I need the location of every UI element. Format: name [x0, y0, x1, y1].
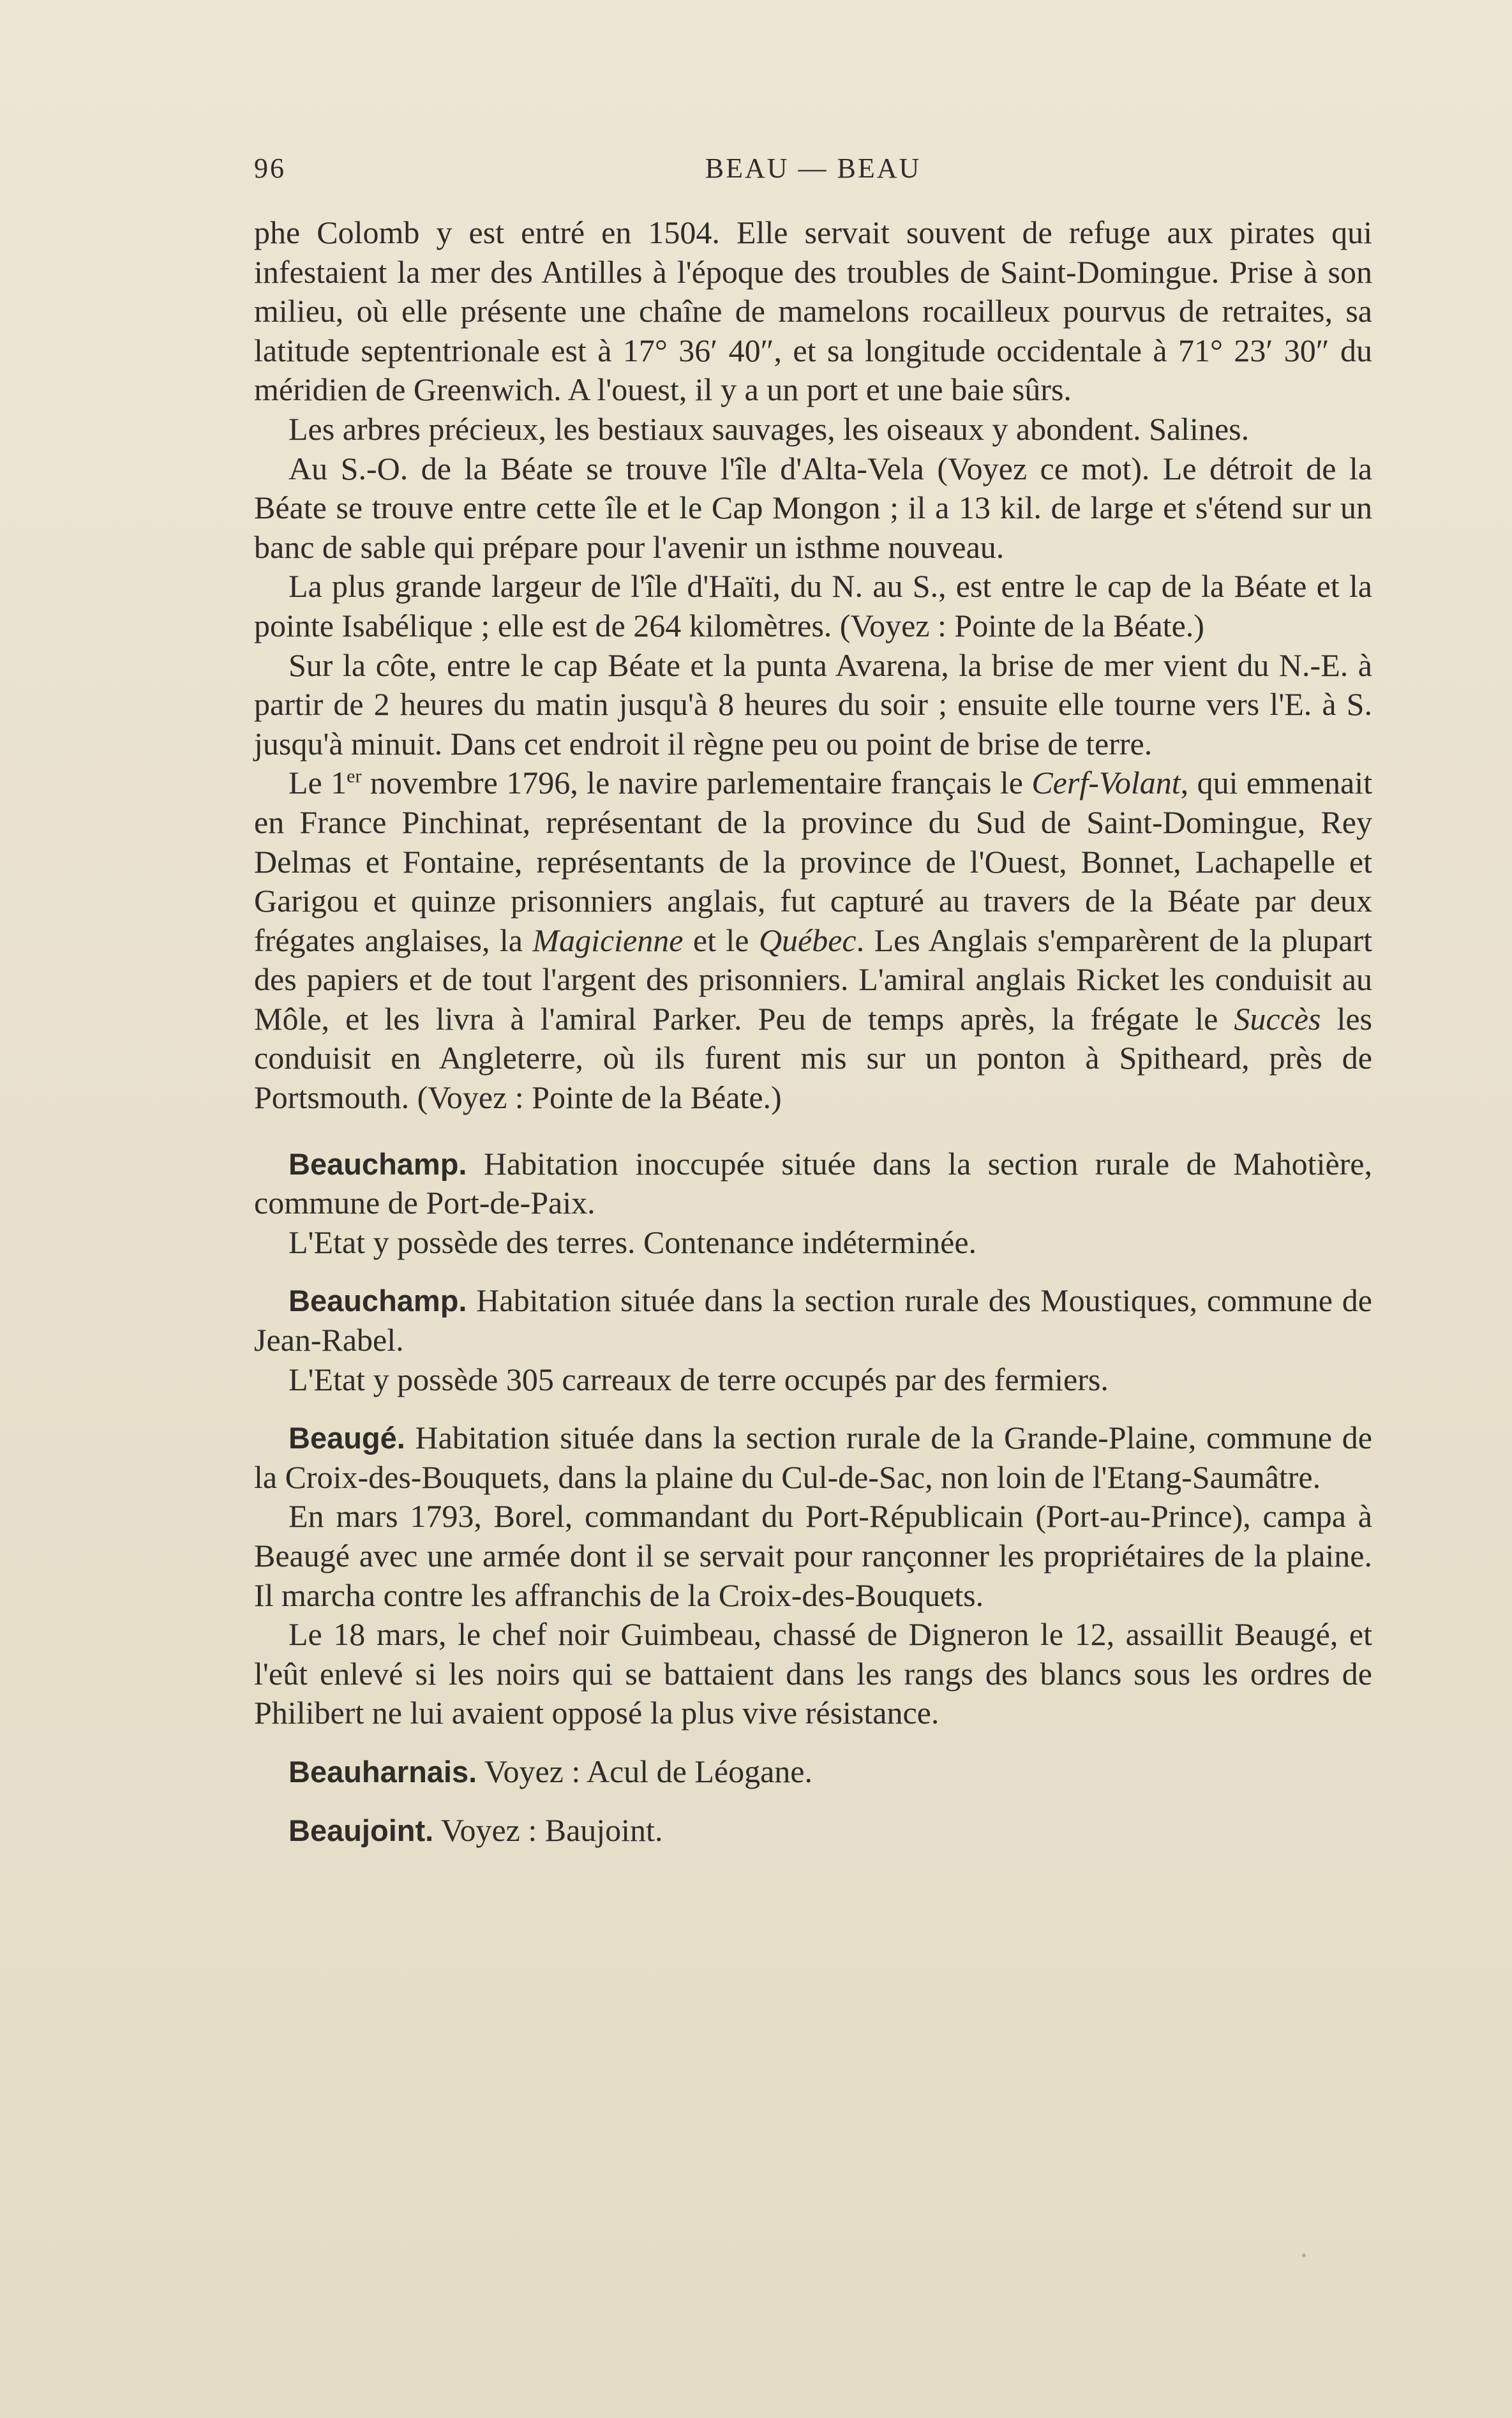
running-header	[254, 152, 1372, 190]
ship-name: Cerf-Volant	[1031, 765, 1181, 801]
paragraph: phe Colomb y est entré en 1504. Elle servait souvent de refuge aux pirates qui infestaient la mer des Antilles à l'époque des troubles de Saint-Domingue. Prise à son milieu, où elle présente une chaîne de mamelons rocailleux pourvus de retraites, sa latitude septentrionale est à 17° 36′ 40″, et sa longitude occidentale à 71° 23′ 30″ du méridien de Greenwich. A l'ouest, il y a un port et une baie sûrs.	[254, 214, 1372, 408]
paragraph: Les arbres précieux, les bestiaux sauvages, les oiseaux y abondent. Salines.	[288, 410, 1250, 447]
superscript: er	[347, 765, 362, 787]
body-text	[254, 213, 1372, 1850]
entry-headword: Beaugé.	[288, 1421, 405, 1455]
cross-reference: Voyez : Acul de Léogane.	[477, 1753, 812, 1789]
entry-headword: Beauchamp.	[288, 1284, 467, 1318]
paragraph	[254, 1752, 1372, 1792]
paragraph: Sur la côte, entre le cap Béate et la punta Avarena, la brise de mer vient du N.-E. à partir de 2 heures du matin jusqu'à 8 heures du soir ; ensuite elle tourne vers l'E. à S. jusqu'à minuit. Dans cet endroit il règne peu ou point de brise de terre.	[254, 647, 1372, 762]
ship-name: Succès	[1234, 1000, 1321, 1037]
entry-beauge	[254, 1418, 1372, 1733]
paragraph: L'Etat y possède des terres. Contenance indéterminée.	[288, 1224, 977, 1260]
entry-headword: Beauchamp.	[288, 1146, 467, 1181]
ship-name: Magicienne	[532, 922, 684, 958]
paragraph: L'Etat y possède 305 carreaux de terre occupés par des fermiers.	[288, 1361, 1109, 1397]
cross-reference: Voyez : Baujoint.	[433, 1812, 663, 1848]
paper-speck	[1302, 2253, 1306, 2257]
entry-beauharnais	[254, 1752, 1372, 1792]
entry-beauchamp-1	[254, 1145, 1372, 1263]
paragraph: Beauchamp. Habitation située dans la section rurale des Moustiques, commune de Jean-Rabel.	[254, 1282, 1372, 1358]
paragraph	[254, 1811, 1372, 1851]
paragraph: En mars 1793, Borel, commandant du Port-Républicain (Port-au-Prince), campa à Beaugé avec une armée dont il se servait pour rançonner les propriétaires de la plaine. Il marcha contre les affranchis de la Croix-des-Bouquets.	[254, 1498, 1372, 1613]
entry-beate-continued	[254, 213, 1372, 1118]
paragraph: Beauchamp. Habitation inoccupée située dans la section rurale de Mahotière, commune de Port-de-Paix.	[254, 1145, 1372, 1221]
paragraph: Beaugé. Habitation située dans la section rurale de la Grande-Plaine, commune de la Croix-des-Bouquets, dans la plaine du Cul-de-Sac, non loin de l'Etang-Saumâtre.	[254, 1420, 1372, 1495]
paragraph: La plus grande largeur de l'île d'Haïti, du N. au S., est entre le cap de la Béate et la pointe Isabélique ; elle est de 264 kilomètres. (Voyez : Pointe de la Béate.)	[254, 568, 1372, 643]
paragraph: Au S.-O. de la Béate se trouve l'île d'Alta-Vela (Voyez ce mot). Le détroit de la Béate se trouve entre cette île et le Cap Mongon ; il a 13 kil. de large et s'étend sur un banc de sable qui prépare pour l'avenir un isthme nouveau.	[254, 450, 1372, 565]
paragraph: Le 1er novembre 1796, le navire parlementaire français le Cerf-Volant, qui emmenait en France Pinchinat, représentant de la province du Sud de Saint-Domingue, Rey Delmas et Fontaine, représentants de la province de l'Ouest, Bonnet, Lachapelle et Garigou et quinze prisonniers anglais, fut capturé au travers de la Béate par deux frégates anglaises, la Magicienne et le Québec. Les Anglais s'emparèrent de la plupart des papiers et de tout l'argent des prisonniers. L'amiral anglais Ricket les conduisit au Môle, et les livra à l'amiral Parker. Peu de temps après, la frégate le Succès les conduisit en Angleterre, où ils furent mis sur un ponton à Spitheard, près de Portsmouth. (Voyez : Pointe de la Béate.)	[254, 765, 1373, 1116]
paragraph: Le 18 mars, le chef noir Guimbeau, chassé de Digneron le 12, assaillit Beaugé, et l'eût enlevé si les noirs qui se battaient dans les rangs des blancs sous les ordres de Philibert ne lui avaient opposé la plus vive résistance.	[254, 1616, 1372, 1731]
entry-beauchamp-2	[254, 1281, 1372, 1399]
entry-headword: Beauharnais.	[288, 1754, 477, 1789]
page-number: 96	[254, 153, 286, 184]
entry-beaujoint	[254, 1811, 1372, 1851]
ship-name: Québec	[758, 922, 857, 958]
running-title: BEAU — BEAU	[705, 153, 922, 184]
entry-headword: Beaujoint.	[288, 1813, 434, 1847]
